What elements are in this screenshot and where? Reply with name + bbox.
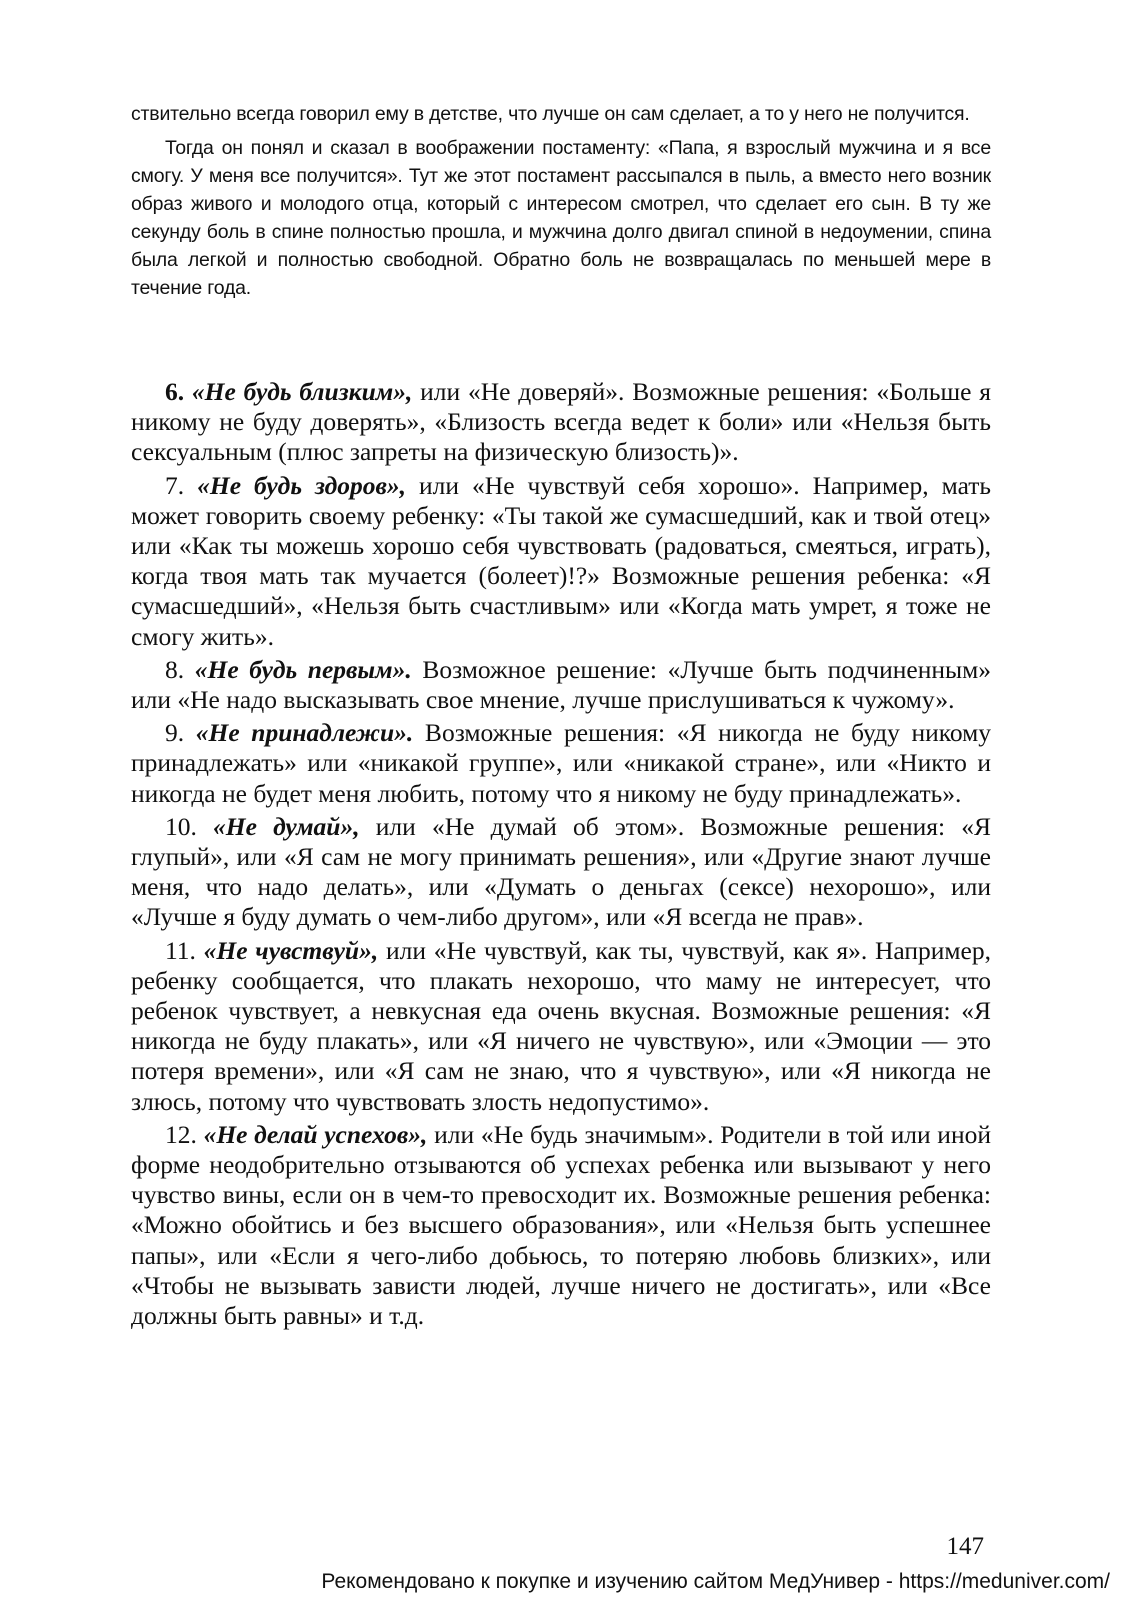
- list-item: [131, 718, 991, 809]
- item-number: 7.: [165, 470, 185, 500]
- list-item: [131, 471, 991, 652]
- intro-paragraph-1: ствительно всегда говорил ему в детстве, что лучше он сам сделает, а то у него не получится.: [131, 103, 970, 125]
- item-number: 12.: [165, 1119, 197, 1149]
- item-text: или «Не чувствуй себя хорошо». Например, мать может говорить своему ребенку: «Ты такой же сумасшедший, как и твой отец» или «Как ты можешь хорошо себя чувствовать (радоваться, смеяться, играть), когда твоя мать так мучается (болеет)!?» Возможные решения ребенка: «Я сумасшедший», «Нельзя быть счастливым» или «Когда мать умрет, я тоже не смогу жить».: [131, 470, 992, 651]
- list-item: [131, 655, 991, 715]
- item-text: Возможные решения: «Я никогда не буду никому принадлежать» или «никакой группе», или «никакой стране», или «Никто и никогда не будет меня любить, потому что я никому не буду принадлежать».: [131, 718, 991, 808]
- list-item: [131, 936, 991, 1117]
- item-text: или «Не будь значимым». Родители в той или иной форме неодобрительно отзываются об успехах ребенка или вызывают у него чувство вины, если он в чем-то превосходит их. Возможные решения ребенка: «Можно обойтись и без высшего образования», или «Нельзя быть успешнее папы», или «Если я чего-либо добьюсь, то потеряю любовь близких», или «Чтобы не вызывать зависти людей, лучше ничего не достигать», или «Все должны быть равны» и т.д.: [131, 1119, 991, 1331]
- item-text: или «Не доверяй». Возможные решения: «Больше я никому не буду доверять», «Близость всегда ведет к боли» или «Нельзя быть сексуальным (плюс запреты на физическую близость)».: [131, 377, 991, 467]
- item-number: 6.: [165, 377, 185, 406]
- item-key-phrase: «Не будь близким»,: [191, 377, 413, 406]
- item-key-phrase: «Не будь первым».: [194, 654, 412, 684]
- list-item: [131, 812, 991, 933]
- item-key-phrase: «Не думай»,: [213, 811, 360, 841]
- item-key-phrase: «Не делай успехов»,: [203, 1119, 428, 1149]
- item-key-phrase: «Не будь здоров»,: [197, 470, 407, 500]
- item-text: или «Не думай об этом». Возможные решения: «Я глупый», или «Я сам не могу принимать решения», или «Другие знают лучше меня, что надо делать», или «Думать о деньгах (сексе) нехорошо», или «Лучше я буду думать о чем-либо другом», или «Я всегда не прав».: [131, 811, 991, 932]
- footer-note: Рекомендовано к покупке и изучению сайтом МедУнивер - https://meduniver.com/: [321, 1570, 1110, 1593]
- injunctions-list: [131, 377, 991, 1334]
- item-key-phrase: «Не чувствуй»,: [203, 935, 379, 965]
- item-text: или «Не чувствуй, как ты, чувствуй, как я». Например, ребенку сообщается, что плакать нехорошо, что маму не интересует, что ребенок чувствует, а невкусная еда очень вкусная. Возможные решения: «Я никогда не буду плакать», или «Я ничего не чувствую», или «Эмоции — это потеря времени», или «Я сам не знаю, что я чувствую», или «Я никогда не злюсь, потому что чувствовать злость недопустимо».: [131, 935, 992, 1116]
- item-text: Возможное решение: «Лучше быть подчиненным» или «Не надо высказывать свое мнение, лучше прислушиваться к чужому».: [131, 654, 992, 715]
- list-item: [131, 377, 991, 468]
- list-item: [131, 1120, 991, 1331]
- page-number: 147: [946, 1533, 984, 1560]
- intro-paragraph-2: Тогда он понял и сказал в воображении постаменту: «Папа, я взрослый мужчина и я все смогу. У меня все получится». Тут же этот постамент рассыпался в пыль, а вместо него возник образ живого и молодого отца, который с интересом смотрел, что сделает его сын. В ту же секунду боль в спине полностью прошла, и мужчина долго двигал спиной в недоумении, спина была легкой и полностью свободной. Обратно боль не возвращалась по меньшей мере в течение года.: [131, 137, 991, 299]
- item-number: 9.: [165, 718, 185, 748]
- item-number: 11.: [165, 935, 196, 965]
- item-number: 10.: [165, 811, 197, 841]
- item-key-phrase: «Не принадлежи».: [195, 718, 414, 748]
- item-number: 8.: [165, 654, 185, 684]
- intro-section: [131, 100, 991, 302]
